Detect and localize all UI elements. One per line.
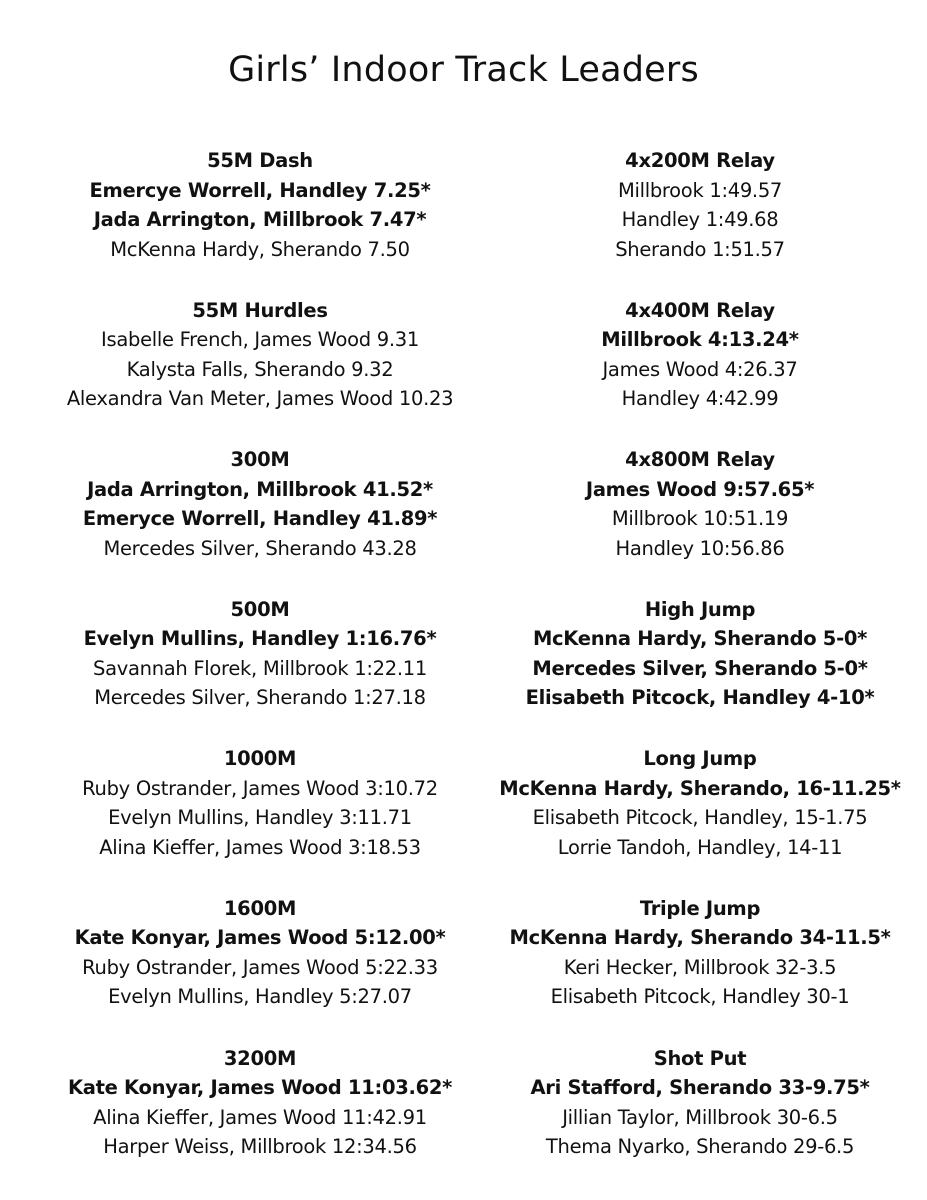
left-column xyxy=(30,146,490,1193)
event-title: 1000M xyxy=(223,747,297,771)
page-title: Girls’ Indoor Track Leaders xyxy=(228,50,699,90)
entry: Alina Kieffer, James Wood 3:18.53 xyxy=(99,835,421,859)
entry: Evelyn Mullins, Handley 1:16.76* xyxy=(83,627,437,651)
event-title: Shot Put xyxy=(653,1046,747,1070)
event-300m xyxy=(30,445,490,563)
event-500m xyxy=(30,595,490,713)
event-title: 55M Hurdles xyxy=(192,298,328,322)
entry: Savannah Florek, Millbrook 1:22.11 xyxy=(93,656,427,680)
entry: McKenna Hardy, Sherando 5-0* xyxy=(532,627,868,651)
entry: James Wood 4:26.37 xyxy=(602,357,798,381)
entry: Emeryce Worrell, Handley 41.89* xyxy=(82,507,438,531)
entry: Keri Hecker, Millbrook 32-3.5 xyxy=(563,955,837,979)
entry: Alexandra Van Meter, James Wood 10.23 xyxy=(66,387,454,411)
entry: Handley 4:42.99 xyxy=(621,387,779,411)
entry: Alina Kieffer, James Wood 11:42.91 xyxy=(93,1105,427,1129)
event-high-jump xyxy=(470,595,927,713)
entry: Evelyn Mullins, Handley 3:11.71 xyxy=(108,806,412,830)
entry: Handley 1:49.68 xyxy=(621,208,779,231)
event-title: High Jump xyxy=(644,597,756,621)
event-title: Long Jump xyxy=(643,747,757,771)
entry: James Wood 9:57.65* xyxy=(585,477,815,501)
entry: Mercedes Silver, Sherando 1:27.18 xyxy=(94,686,426,710)
event-title: 500M xyxy=(230,597,290,621)
entry: Jada Arrington, Millbrook 7.47* xyxy=(93,208,427,231)
event-1000m xyxy=(30,744,490,862)
entry: Millbrook 10:51.19 xyxy=(611,507,789,531)
event-long-jump xyxy=(470,744,927,862)
event-title: 4x200M Relay xyxy=(625,149,775,172)
event-1600m xyxy=(30,894,490,1012)
event-title: Triple Jump xyxy=(639,896,761,920)
entry: Ruby Ostrander, James Wood 5:22.33 xyxy=(82,955,438,979)
entry: McKenna Hardy, Sherando, 16-11.25* xyxy=(499,776,901,800)
entry: Kalysta Falls, Sherando 9.32 xyxy=(126,357,394,381)
entry: Lorrie Tandoh, Handley, 14-11 xyxy=(557,835,843,859)
entry: Kate Konyar, James Wood 11:03.62* xyxy=(67,1076,453,1100)
event-title: 55M Dash xyxy=(207,149,313,172)
event-55m-dash xyxy=(30,146,490,264)
entry: Handley 10:56.86 xyxy=(615,536,785,560)
entry: Jillian Taylor, Millbrook 30-6.5 xyxy=(562,1105,838,1129)
entry: Jada Arrington, Millbrook 41.52* xyxy=(87,477,433,501)
entry: Elisabeth Pitcock, Handley, 15-1.75 xyxy=(532,806,868,830)
entry: McKenna Hardy, Sherando 34-11.5* xyxy=(509,926,891,950)
entry: Isabelle French, James Wood 9.31 xyxy=(101,328,419,352)
event-shot-put xyxy=(470,1044,927,1162)
entry: Ruby Ostrander, James Wood 3:10.72 xyxy=(82,776,438,800)
entry: Millbrook 4:13.24* xyxy=(601,328,799,352)
event-title: 3200M xyxy=(223,1046,297,1070)
entry: Ari Stafford, Sherando 33-9.75* xyxy=(530,1076,870,1100)
entry: Thema Nyarko, Sherando 29-6.5 xyxy=(545,1135,855,1159)
entry: Millbrook 1:49.57 xyxy=(617,178,783,202)
event-title: 1600M xyxy=(223,896,297,920)
entry: Elisabeth Pitcock, Handley 4-10* xyxy=(525,686,875,710)
event-title: 4x800M Relay xyxy=(625,448,775,472)
entry: Mercedes Silver, Sherando 43.28 xyxy=(103,536,417,560)
event-4x800m-relay xyxy=(470,445,927,563)
entry: Emercye Worrell, Handley 7.25* xyxy=(89,178,431,202)
entry: Kate Konyar, James Wood 5:12.00* xyxy=(74,926,446,950)
entry: Mercedes Silver, Sherando 5-0* xyxy=(532,656,868,680)
event-title: 300M xyxy=(230,448,290,472)
entry: Evelyn Mullins, Handley 5:27.07 xyxy=(108,985,412,1009)
right-column xyxy=(470,146,927,1193)
entry: Sherando 1:51.57 xyxy=(615,237,785,261)
entry: McKenna Hardy, Sherando 7.50 xyxy=(110,237,410,261)
event-3200m xyxy=(30,1044,490,1162)
entry: Harper Weiss, Millbrook 12:34.56 xyxy=(103,1135,417,1159)
event-4x200m-relay xyxy=(470,146,927,264)
entry: Elisabeth Pitcock, Handley 30-1 xyxy=(550,985,850,1009)
event-title: 4x400M Relay xyxy=(625,298,775,322)
event-55m-hurdles xyxy=(30,296,490,414)
event-4x400m-relay xyxy=(470,296,927,414)
event-triple-jump xyxy=(470,894,927,1012)
